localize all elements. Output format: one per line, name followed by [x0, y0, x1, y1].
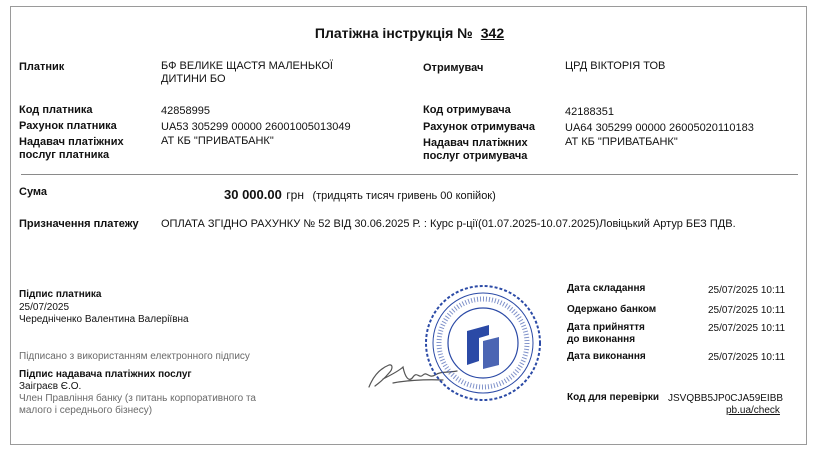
- provider-signature-label: Підпис надавача платіжних послуг: [19, 369, 192, 380]
- title-text: Платіжна інструкція №: [314, 25, 473, 41]
- bank-stamp-seal: [423, 283, 543, 403]
- payer-code-label: Код платника: [19, 104, 93, 116]
- verification-link[interactable]: pb.ua/check: [726, 405, 780, 416]
- payer-code: 42858995: [161, 105, 210, 117]
- provider-signer-role-2: малого і середнього бізнесу): [19, 405, 153, 416]
- date-value-received: 25/07/2025 10:11: [708, 305, 786, 316]
- payer-signature-date: 25/07/2025: [19, 302, 70, 313]
- payer-signature-label: Підпис платника: [19, 289, 102, 300]
- recipient-code: 42188351: [565, 106, 614, 118]
- payer-provider-label-2: послуг платника: [19, 149, 110, 161]
- date-label-created: Дата складання: [567, 283, 646, 294]
- provider-signer-name: Заіграєв Є.О.: [19, 381, 82, 392]
- recipient-provider-label-2: послуг отримувача: [423, 150, 528, 162]
- date-label-received: Одержано банком: [567, 304, 657, 315]
- purpose-text: ОПЛАТА ЗГІДНО РАХУНКУ № 52 ВІД 30.06.2025 Р. : Курс р-ції(01.07.2025-10.07.2025)Ловіцький Артур БЕЗ ПДВ.: [161, 218, 736, 230]
- recipient-label: Отримувач: [423, 62, 484, 74]
- payer-name-line1: БФ ВЕЛИКЕ ЩАСТЯ МАЛЕНЬКОЇ: [161, 60, 333, 72]
- date-label-executed: Дата виконання: [567, 351, 646, 362]
- payer-account-label: Рахунок платника: [19, 120, 117, 132]
- purpose-label: Призначення платежу: [19, 218, 139, 230]
- esign-note: Підписано з використанням електронного підпису: [19, 351, 250, 362]
- payer-name-line2: ДИТИНИ БО: [161, 73, 226, 85]
- recipient-account: UA64 305299 00000 26005020110183: [565, 122, 754, 134]
- recipient-provider: АТ КБ "ПРИВАТБАНК": [565, 136, 678, 148]
- instruction-number: 342: [480, 25, 505, 41]
- payer-account: UA53 305299 00000 26001005013049: [161, 121, 351, 133]
- recipient-name: ЦРД ВІКТОРІЯ ТОВ: [565, 60, 666, 72]
- date-label-accepted-1: Дата прийняття: [567, 322, 645, 333]
- sum-currency: грн: [286, 188, 304, 202]
- sum-amount: 30 000.00: [224, 187, 282, 202]
- date-value-created: 25/07/2025 10:11: [708, 285, 786, 296]
- payer-provider-label-1: Надавач платіжних: [19, 136, 124, 148]
- verification-code: JSVQBB5JP0CJA59EIBB: [668, 393, 784, 404]
- provider-signer-role-1: Член Правління банку (з питань корпоративного та: [19, 393, 256, 404]
- date-value-executed: 25/07/2025 10:11: [708, 352, 786, 363]
- sum-line: [224, 186, 496, 204]
- sum-in-words: (тридцять тисяч гривень 00 копійок): [312, 190, 496, 202]
- verification-label: Код для перевірки: [567, 392, 659, 403]
- recipient-code-label: Код отримувача: [423, 104, 511, 116]
- sum-label: Сума: [19, 186, 48, 198]
- date-label-accepted-2: до виконання: [567, 334, 636, 345]
- document-title: [11, 25, 808, 41]
- date-value-accepted: 25/07/2025 10:11: [708, 323, 786, 334]
- divider: [21, 174, 798, 175]
- recipient-provider-label-1: Надавач платіжних: [423, 137, 528, 149]
- recipient-account-label: Рахунок отримувача: [423, 121, 535, 133]
- payer-signature-name: Чередніченко Валентина Валеріївна: [19, 314, 189, 325]
- payer-label: Платник: [19, 61, 65, 73]
- payer-provider: АТ КБ "ПРИВАТБАНК": [161, 135, 274, 147]
- payment-instruction-document: [10, 6, 807, 445]
